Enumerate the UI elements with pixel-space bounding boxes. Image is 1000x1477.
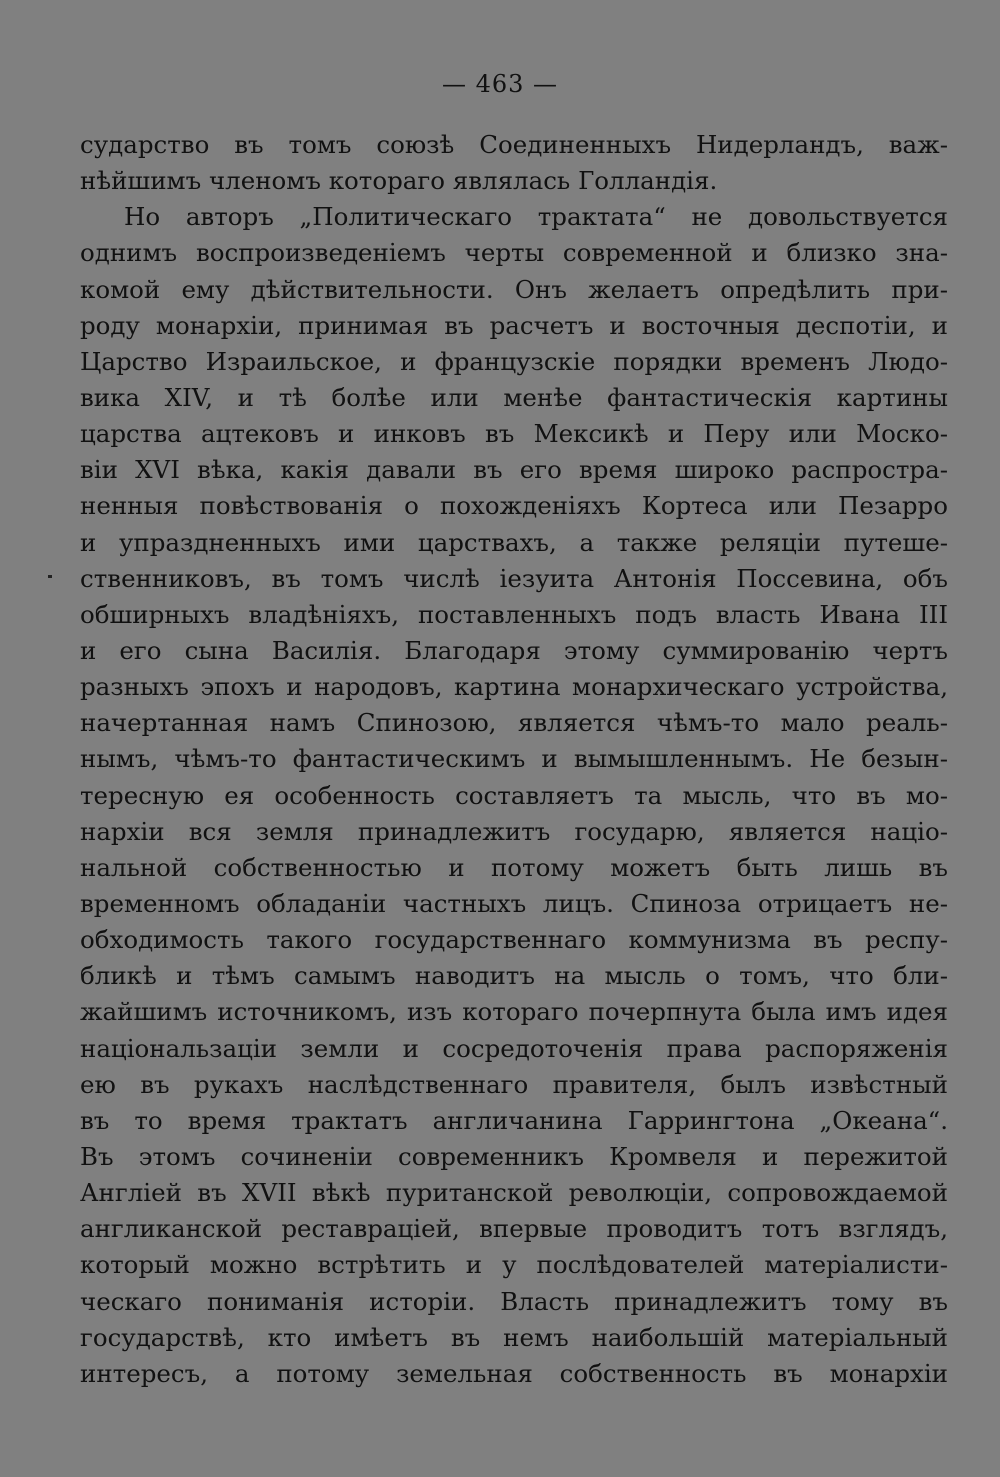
text-line: нѣйшимъ членомъ котораго являлась Голландія. <box>80 166 718 196</box>
text-line: Царство Израильское, и французскіе порядки временъ Людо- <box>80 346 948 376</box>
text-line: обширныхъ владѣніяхъ, поставленныхъ подъ власть Ивана III <box>80 599 948 629</box>
text-line: государствѣ, кто имѣетъ въ немъ наибольшій матеріальный <box>80 1322 948 1352</box>
text-line: который можно встрѣтить и у послѣдователей матеріалисти- <box>80 1250 948 1280</box>
margin-mark <box>48 575 52 578</box>
text-line: Но авторъ „Политическаго трактата“ не довольствуется <box>124 202 948 232</box>
text-line: ческаго пониманія исторіи. Власть принадлежитъ тому въ <box>80 1286 948 1316</box>
text-line: царства ацтековъ и инковъ въ Мексикѣ и Перу или Моско- <box>80 419 948 449</box>
text-line: роду монархіи, принимая въ расчетъ и восточныя деспотіи, и <box>80 310 948 340</box>
text-line: нальной собственностью и потому можетъ быть лишь въ <box>80 852 948 882</box>
text-line: комой ему дѣйствительности. Онъ желаетъ опредѣлить при- <box>80 274 948 304</box>
text-line: Англіей въ XVII вѣкѣ пуританской революціи, сопровождаемой <box>80 1178 948 1208</box>
text-line: англиканской реставраціей, впервые проводитъ тотъ взглядъ, <box>80 1214 948 1244</box>
text-line: и его сына Василія. Благодаря этому суммированію чертъ <box>80 635 948 665</box>
body-text <box>80 127 948 1392</box>
text-line: обходимость такого государственнаго коммунизма въ респу- <box>80 925 948 955</box>
text-line: ненныя повѣствованія о похожденіяхъ Кортеса или Пезарро <box>80 491 948 521</box>
text-line: ею въ рукахъ наслѣдственнаго правителя, былъ извѣстный <box>80 1069 948 1099</box>
text-line: и упраздненныхъ ими царствахъ, а также реляціи путеше- <box>80 527 948 557</box>
text-line: временномъ обладаніи частныхъ лицъ. Спиноза отрицаетъ не- <box>80 888 948 918</box>
text-line: нымъ, чѣмъ-то фантастическимъ и вымышленнымъ. Не безын- <box>80 744 948 774</box>
text-line: нархіи вся земля принадлежитъ государю, является націо- <box>80 816 948 846</box>
text-line: бликѣ и тѣмъ самымъ наводитъ на мысль о томъ, что бли- <box>80 961 948 991</box>
text-line: тересную ея особенность составляетъ та мысль, что въ мо- <box>80 780 948 810</box>
text-line: жайшимъ источникомъ, изъ котораго почерпнута была имъ идея <box>80 997 948 1027</box>
text-line: интересъ, а потому земельная собственность въ монархіи <box>80 1358 948 1388</box>
text-line: національзаціи земли и сосредоточенія права распоряженія <box>80 1033 948 1063</box>
text-line: вика XIV, и тѣ болѣе или менѣе фантастическія картины <box>80 382 948 412</box>
text-line: ственниковъ, въ томъ числѣ іезуита Антонія Поссевина, объ <box>80 563 948 593</box>
text-line: однимъ воспроизведеніемъ черты современной и близко зна- <box>80 238 948 268</box>
text-line: разныхъ эпохъ и народовъ, картина монархическаго устройства, <box>80 672 948 702</box>
page-number: — 463 — <box>441 70 559 98</box>
text-line: сударство въ томъ союзѣ Соединенныхъ Нидерландъ, важ- <box>80 130 948 159</box>
text-line: Въ этомъ сочиненіи современникъ Кромвеля и пережитой <box>80 1141 948 1171</box>
text-line: начертанная намъ Спинозою, является чѣмъ-то мало реаль- <box>80 708 948 738</box>
text-line: въ то время трактатъ англичанина Гаррингтона „Океана“. <box>80 1105 948 1135</box>
text-line: віи XVI вѣка, какія давали въ его время широко распростра- <box>80 455 948 485</box>
